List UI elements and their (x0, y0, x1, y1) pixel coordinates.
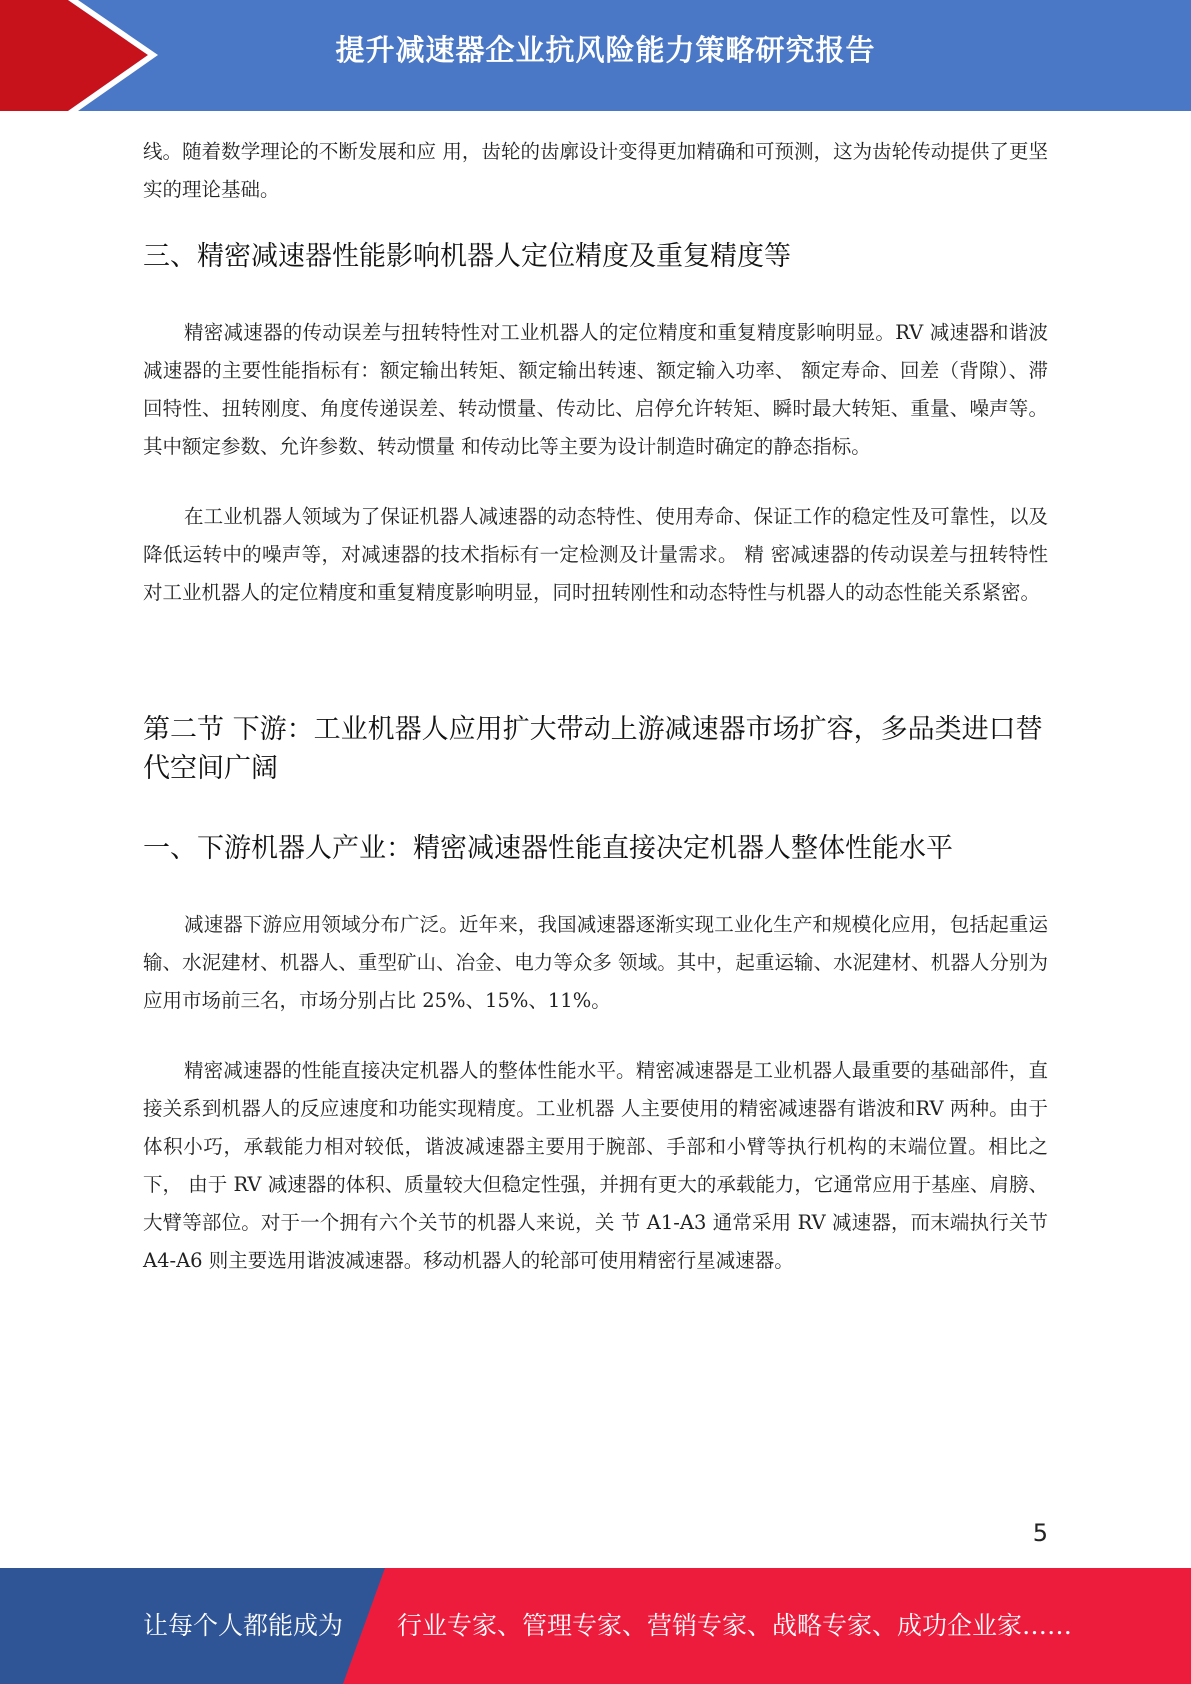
chapter-heading: 第二节 下游：工业机器人应用扩大带动上游减速器市场扩容，多品类进口替代空间广阔 (143, 714, 1043, 784)
section3-paragraph-1: 精密减速器的传动误差与扭转特性对工业机器人的定位精度和重复精度影响明显。RV 减速器和谐波减速器的主要性能指标有：额定输出转矩、额定输出转速、额定输入功率、 额定寿命、回差（背隙）、滞回特性、扭转刚度、角度传递误差、转动惯量、传动比、启停允许转矩、瞬时最大转矩、重量、噪声等。其中额定参数、允许参数、转动惯量 和传动比等主要为设计制造时确定的静态指标。 (143, 321, 1048, 458)
section1-paragraph-2: 精密减速器的性能直接决定机器人的整体性能水平。精密减速器是工业机器人最重要的基础部件，直接关系到机器人的反应速度和功能实现精度。工业机器 人主要使用的精密减速器有谐波和RV 两种。由于体积小巧，承载能力相对较低，谐波减速器主要用于腕部、手部和小臂等执行机构的末端位置。相比之下， 由于 RV 减速器的体积、质量较大但稳定性强，并拥有更大的承载能力，它通常应用于基座、肩膀、大臂等部位。对于一个拥有六个关节的机器人来说，关 节 A1-A3 通常采用 RV 减速器，而末端执行关节 A4-A6 则主要选用谐波减速器。移动机器人的轮部可使用精密行星减速器。 (143, 1059, 1048, 1272)
footer-slogan-right: 行业专家、管理专家、营销专家、战略专家、成功企业家…… (397, 1611, 1073, 1640)
intro-paragraph: 线。随着数学理论的不断发展和应 用，齿轮的齿廓设计变得更加精确和可预测，这为齿轮传动提供了更坚实的理论基础。 (143, 140, 1048, 201)
footer-slogan-left: 让每个人都能成为 (143, 1611, 344, 1640)
section3-paragraph-2: 在工业机器人领域为了保证机器人减速器的动态特性、使用寿命、保证工作的稳定性及可靠性，以及降低运转中的噪声等，对减速器的技术指标有一定检测及计量需求。 精 密减速器的传动误差与扭转特性对工业机器人的定位精度和重复精度影响明显，同时扭转刚性和动态特性与机器人的动态性能关系紧密。 (143, 505, 1048, 604)
page-header (0, 0, 1191, 111)
section-heading-1: 一、下游机器人产业：精密减速器性能直接决定机器人整体性能水平 (143, 833, 953, 864)
section1-paragraph-1: 减速器下游应用领域分布广泛。近年来，我国减速器逐渐实现工业化生产和规模化应用，包括起重运输、水泥建材、机器人、重型矿山、冶金、电力等众多 领域。其中，起重运输、水泥建材、机器人分别为应用市场前三名，市场分别占比 25%、15%、11%。 (143, 913, 1048, 1012)
section-heading-3: 三、精密减速器性能影响机器人定位精度及重复精度等 (143, 241, 791, 272)
report-title: 提升减速器企业抗风险能力策略研究报告 (335, 33, 876, 67)
page-footer (0, 1568, 1191, 1684)
page-number: 5 (1032, 1519, 1048, 1547)
page-content (143, 133, 1048, 1280)
